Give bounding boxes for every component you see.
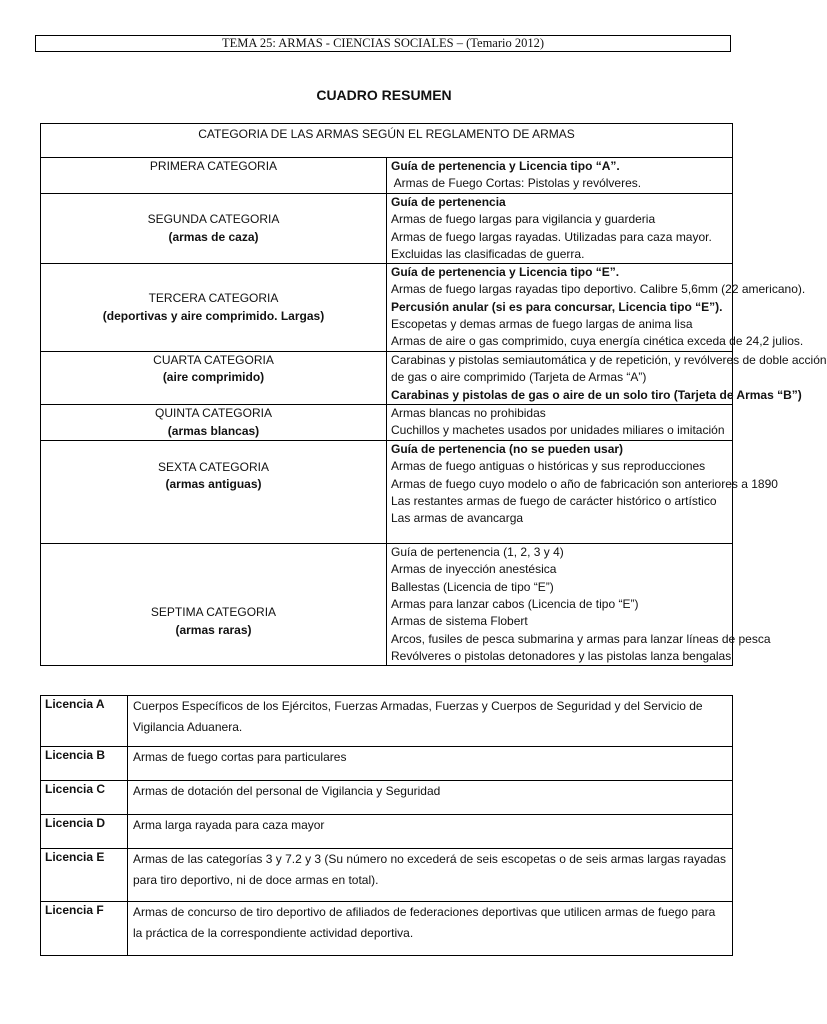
category-name: CUARTA CATEGORIA: [153, 353, 274, 368]
category-line: Armas de Fuego Cortas: Pistolas y revólveres.: [391, 176, 642, 191]
category-row-5: [41, 405, 733, 441]
license-description: Armas de dotación del personal de Vigilancia y Seguridad: [128, 781, 733, 815]
license-description: Arma larga rayada para caza mayor: [128, 815, 733, 849]
category-subtitle: (deportivas y aire comprimido. Largas): [102, 308, 325, 323]
category-line: de gas o aire comprimido (Tarjeta de Armas “A”): [391, 370, 647, 385]
categories-header: CATEGORIA DE LAS ARMAS SEGÚN EL REGLAMENTO DE ARMAS: [41, 124, 733, 158]
license-name: Licencia B: [41, 747, 128, 781]
category-row-4: [41, 352, 733, 405]
license-row-b: [41, 747, 733, 781]
category-line: Guía de pertenencia (1, 2, 3 y 4): [391, 545, 564, 560]
category-line: Carabinas y pistolas semiautomática y de repetición, y revólveres de doble acción: [391, 353, 827, 368]
category-line: Armas de inyección anestésica: [391, 562, 557, 577]
category-line: Armas para lanzar cabos (Licencia de tipo “E”): [391, 596, 639, 611]
category-line: Armas de fuego cuyo modelo o año de fabricación son anteriores a 1890: [391, 476, 778, 491]
category-line: Ballestas (Licencia de tipo “E”): [391, 579, 554, 594]
category-name: SEGUNDA CATEGORIA: [147, 212, 280, 227]
category-line: Armas de fuego largas rayadas tipo deportivo. Calibre 5,6mm (22 americano).: [391, 282, 806, 297]
category-line: Armas de fuego largas para vigilancia y guarderia: [391, 212, 656, 227]
category-line: Carabinas y pistolas de gas o aire de un solo tiro (Tarjeta de Armas “B”): [391, 387, 802, 402]
category-line: Las armas de avancarga: [391, 511, 524, 526]
category-row-2: [41, 194, 733, 264]
category-subtitle: (armas blancas): [167, 423, 260, 438]
category-name: TERCERA CATEGORIA: [148, 291, 279, 306]
category-row-1: [41, 158, 733, 194]
category-line: Escopetas y demas armas de fuego largas de anima lisa: [391, 317, 693, 332]
categories-header-row: [41, 124, 733, 158]
license-row-e: [41, 849, 733, 902]
category-row-3: [41, 264, 733, 352]
license-name: Licencia E: [41, 849, 128, 902]
license-description: Armas de fuego cortas para particulares: [128, 747, 733, 781]
category-line: Arcos, fusiles de pesca submarina y armas para lanzar líneas de pesca: [391, 631, 771, 646]
category-line: Armas de aire o gas comprimido, cuya energía cinética exceda de 24,2 julios.: [391, 334, 804, 349]
page-title: CUADRO RESUMEN: [316, 87, 452, 103]
category-name: QUINTA CATEGORIA: [155, 406, 272, 421]
category-name: SEPTIMA CATEGORIA: [150, 605, 277, 620]
category-subtitle: (armas antiguas): [165, 477, 262, 492]
category-line: Percusión anular (si es para concursar, Licencia tipo “E”).: [391, 299, 723, 314]
category-line: Guía de pertenencia y Licencia tipo “A”.: [391, 159, 620, 173]
license-name: Licencia C: [41, 781, 128, 815]
license-row-f: [41, 902, 733, 956]
category-subtitle: (armas raras): [175, 622, 252, 637]
category-line: Revólveres o pistolas detonadores y las pistolas lanza bengalas: [391, 648, 732, 663]
license-name: Licencia D: [41, 815, 128, 849]
category-name: PRIMERA CATEGORIA: [149, 159, 278, 173]
category-line: Excluidas las clasificadas de guerra.: [391, 246, 585, 261]
category-line: Las restantes armas de fuego de carácter histórico o artístico: [391, 493, 717, 508]
license-name: Licencia F: [41, 902, 128, 956]
categories-table: [40, 123, 827, 666]
license-row-a: [41, 696, 733, 747]
license-name: Licencia A: [41, 696, 128, 747]
category-line: Armas de fuego antiguas o históricas y sus reproducciones: [391, 459, 706, 474]
category-row-7: [41, 544, 733, 666]
license-description: Armas de concurso de tiro deportivo de afiliados de federaciones deportivas que utilicen armas de fuego para la práctica de la correspondiente actividad deportiva.: [128, 902, 733, 956]
license-description: Armas de las categorías 3 y 7.2 y 3 (Su número no excederá de seis escopetas o de seis armas largas rayadas para tiro deportivo, ni de doce armas en total).: [128, 849, 733, 902]
category-line: Guía de pertenencia (no se pueden usar): [391, 442, 624, 457]
category-line: Cuchillos y machetes usados por unidades miliares o imitación: [391, 423, 725, 438]
category-line: Guía de pertenencia y Licencia tipo “E”.: [391, 265, 620, 280]
license-description: Cuerpos Específicos de los Ejércitos, Fuerzas Armadas, Fuerzas y Cuerpos de Seguridad y del Servicio de Vigilancia Aduanera.: [128, 696, 733, 747]
category-name: SEXTA CATEGORIA: [158, 460, 269, 475]
category-line: Armas blancas no prohibidas: [391, 406, 546, 421]
license-row-c: [41, 781, 733, 815]
category-row-6: [41, 441, 733, 544]
license-row-d: [41, 815, 733, 849]
category-line: Armas de sistema Flobert: [391, 614, 528, 629]
document-header: TEMA 25: ARMAS - CIENCIAS SOCIALES – (Temario 2012): [35, 35, 731, 52]
licenses-table: [40, 695, 733, 956]
category-subtitle: (aire comprimido): [162, 370, 265, 385]
category-line: Guía de pertenencia: [391, 195, 506, 209]
category-line: Armas de fuego largas rayadas. Utilizadas para caza mayor.: [391, 229, 712, 244]
category-subtitle: (armas de caza): [168, 229, 259, 244]
